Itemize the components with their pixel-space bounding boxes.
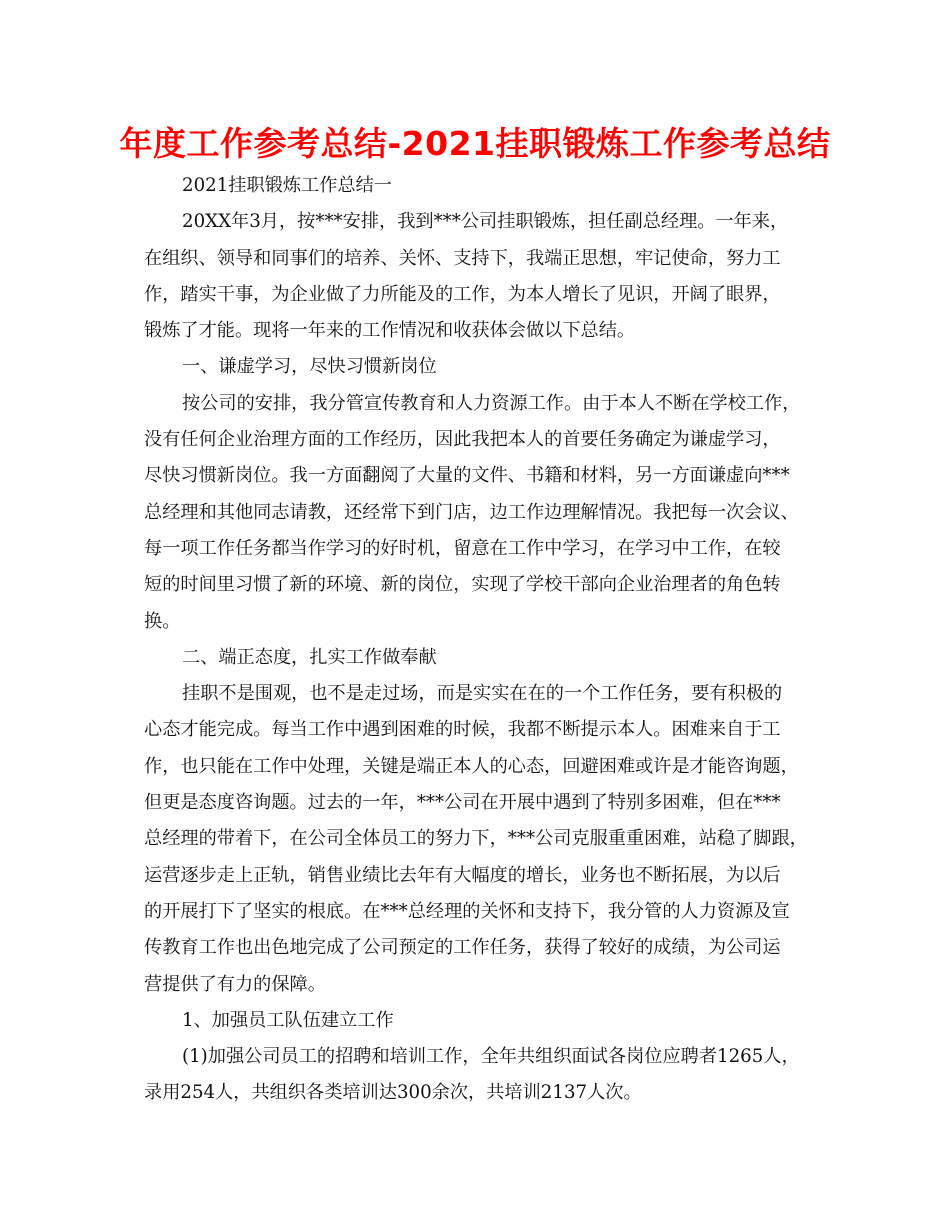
paragraph-line: 20XX年3月，按***安排，我到***公司挂职锻炼，担任副总经理。一年来，	[182, 211, 789, 233]
paragraph-line: 短的时间里习惯了新的环境、新的岗位，实现了学校干部向企业治理者的角色转	[144, 574, 781, 596]
paragraph-line: 传教育工作也出色地完成了公司预定的工作任务，获得了较好的成绩，为公司运	[144, 937, 781, 959]
paragraph-line: 2021挂职锻炼工作总结一	[182, 175, 392, 196]
paragraph-line: 但更是态度咨询题。过去的一年，***公司在开展中遇到了特别多困难，但在***	[144, 792, 781, 814]
paragraph-line: 营提供了有力的保障。	[144, 973, 326, 995]
document-title: 年度工作参考总结-2021挂职锻炼工作参考总结	[119, 124, 831, 163]
paragraph-line: 在组织、领导和同事们的培养、关怀、支持下，我端正思想，牢记使命，努力工	[144, 247, 781, 269]
paragraph-line: (1)加强公司员工的招聘和培训工作，全年共组织面试各岗位应聘者1265人，	[182, 1046, 800, 1068]
paragraph-line: 运营逐步走上正轨，销售业绩比去年有大幅度的增长，业务也不断拓展，为以后	[144, 864, 781, 886]
paragraph-line: 作，踏实干事，为企业做了力所能及的工作，为本人增长了见识，开阔了眼界，	[144, 283, 781, 305]
paragraph-line: 锻炼了才能。现将一年来的工作情况和收获体会做以下总结。	[144, 320, 636, 342]
paragraph-line: 换。	[144, 610, 181, 632]
paragraph-line: 挂职不是围观，也不是走过场，而是实实在在的一个工作任务，要有积极的	[182, 683, 783, 705]
paragraph-line: 录用254人，共组织各类培训达300余次，共培训2137人次。	[144, 1082, 642, 1104]
paragraph-line: 作，也只能在工作中处理，关键是端正本人的心态，回避困难或许是才能咨询题，	[144, 755, 799, 777]
paragraph-line: 总经理的带着下，在公司全体员工的努力下，***公司克服重重困难，站稳了脚跟，	[144, 828, 808, 850]
paragraph-line: 总经理和其他同志请教，还经常下到门店，边工作边理解情况。我把每一次会议、	[144, 501, 799, 523]
paragraph-line: 每一项工作任务都当作学习的好时机，留意在工作中学习，在学习中工作，在较	[144, 537, 781, 559]
document-body	[144, 168, 809, 1112]
paragraph-line: 的开展打下了坚实的根底。在***总经理的关怀和支持下，我分管的人力资源及宣	[144, 900, 790, 922]
paragraph-line: 没有任何企业治理方面的工作经历，因此我把本人的首要任务确定为谦虚学习，	[144, 429, 781, 451]
section-heading: 二、端正态度，扎实工作做奉献	[182, 646, 437, 668]
paragraph-line: 按公司的安排，我分管宣传教育和人力资源工作。由于本人不断在学校工作，	[182, 392, 801, 414]
subsection-heading: 1、加强员工队伍建立工作	[182, 1009, 394, 1031]
section-heading: 一、谦虚学习，尽快习惯新岗位	[182, 356, 437, 378]
paragraph-line: 心态才能完成。每当工作中遇到困难的时候，我都不断提示本人。困难来自于工	[144, 719, 781, 741]
paragraph-line: 尽快习惯新岗位。我一方面翻阅了大量的文件、书籍和材料，另一方面谦虚向***	[144, 465, 790, 487]
